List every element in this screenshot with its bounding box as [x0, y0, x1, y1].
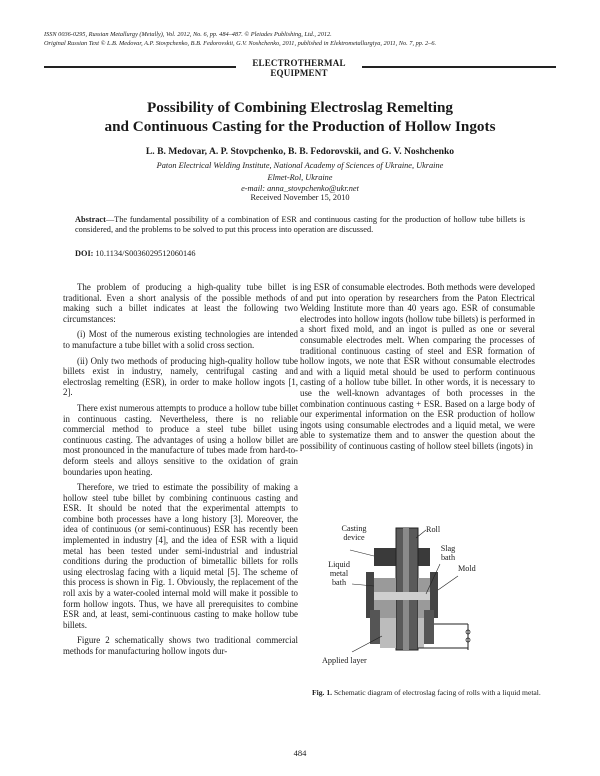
- journal-citation-line: ISSN 0036-0295, Russian Metallurgy (Metally), Vol. 2012, No. 6, pp. 484–487. © Pleiades Publishing, Ltd., 2012.: [44, 31, 332, 38]
- applied-layer-left: [380, 618, 396, 648]
- figure-caption-text: Schematic diagram of electroslag facing of rolls with a liquid metal.: [333, 688, 541, 697]
- affiliation-1: Paton Electrical Welding Institute, National Academy of Sciences of Ukraine, Ukraine: [156, 161, 444, 170]
- paper-title: [40, 98, 560, 136]
- paragraph: (ii) Only two methods of producing high-quality hollow tube billets exist in industry, namely, centrifugal casting and electroslag remelting (ESR), in order to make hollow ingots [1, 2].: [63, 355, 298, 398]
- body-column-left: [63, 282, 298, 657]
- paragraph: There exist numerous attempts to produce a hollow tube billet in continuous casting. Nevertheless, there is no reliable commercial method to produce a steel tube billet using continuous casting. The advantages of using a hollow billet are most pronounced in the manufacture of tubes made from hard-to-deform steels and alloys sensitive to the oxidation of grain boundaries upon heating.: [63, 402, 298, 477]
- label-casting-device: Casting device: [341, 524, 367, 542]
- roll-highlight: [403, 528, 409, 650]
- paper-title-line1: Possibility of Combining Electroslag Remelting: [147, 99, 453, 116]
- label-liquid-metal-bath: Liquid metal bath: [328, 560, 350, 587]
- section-heading-line2: EQUIPMENT: [270, 68, 328, 78]
- paragraph: ing ESR of consumable electrodes. Both methods were developed and put into operation by researchers from the Paton Electrical Welding Institute more than 40 years ago. ESR of consumable electrodes into hollow ingots (hollow tube billets) is performed in a short fixed mold, and an ingot is pulled as one or several consumable electrodes melt. When comparing the processes of traditional continuous casting of steel and ESR formation of hollow ingots, we note that ESR without consumable electrodes and with a liquid metal should be used to perform continuous casting of a hollow tube billet. In other words, it is necessary to use the well-known advantages of both processes in the combination continuous casting + ESR. Based on a large body of our experimental information on the ESR production of hollow ingots using consumable electrodes and a liquid metal, we were able to systematize them and to answer the question about the possibility of continuous casting of hollow steel billets (ingots) in: [300, 282, 535, 451]
- leader-casting-device: [350, 550, 374, 556]
- section-rule-right: [362, 66, 556, 68]
- mold-left: [370, 610, 380, 644]
- section-heading-line1: ELECTROTHERMAL: [252, 58, 346, 68]
- figure-1: [308, 520, 528, 670]
- label-slag-bath: Slag bath: [440, 544, 456, 562]
- authors: L. B. Medovar, A. P. Stovpchenko, B. B. Fedorovskii, and G. V. Noshchenko: [145, 146, 455, 157]
- label-applied-layer: Applied layer: [322, 656, 367, 665]
- doi-value[interactable]: 10.1134/S0036029512060146: [95, 249, 196, 258]
- section-heading: [243, 58, 355, 78]
- figure-caption: [312, 688, 542, 698]
- figure-caption-label: Fig. 1.: [312, 688, 333, 697]
- abstract: [75, 215, 525, 235]
- page-number: 484: [293, 748, 307, 758]
- author-email: e-mail: anna_stovpchenko@ukr.net: [241, 184, 359, 193]
- esr-facing-diagram: [308, 520, 528, 670]
- abstract-label: Abstract: [75, 215, 106, 224]
- paragraph: Therefore, we tried to estimate the possibility of making a hollow steel tube billet by combining continuous casting and ESR. It should be noted that the experimental attempts to combine both processes have a long history [3]. Moreover, the idea of continuous (or semi-continuous) ESR has recently been implemented in industry [4], and the idea of ESR with a liquid metal has been tested under semi-industrial and industrial conditions during the production of bimetallic billets for rolls using electroslag facing with a liquid metal [5]. The scheme of this process is shown in Fig. 1. Obviously, the replacement of the roll axis by a water-cooled internal mold will make it possible to form hollow ingots. Thus, we have all prerequisites to combine ESR and, at least, semi-continuous casting to make hollow tube billets.: [63, 482, 298, 630]
- applied-layer-right: [418, 618, 424, 648]
- abstract-text: —The fundamental possibility of a combination of ESR and continuous casting for the production of hollow tube billets is considered, and the problems to be solved to put this process into operation are discussed.: [75, 215, 525, 234]
- body-column-right: [300, 282, 535, 452]
- label-mold: Mold: [458, 564, 476, 573]
- affiliation-2: Elmet-Rol, Ukraine: [267, 173, 333, 182]
- original-text-line: Original Russian Text © L.B. Medovar, A.P. Stovpchenko, B.B. Fedorovskii, G.V. Noshchenko, 2011, published in Elektrometallurgiya, 2011, No. 7, pp. 2–6.: [44, 40, 437, 47]
- section-rule-left: [44, 66, 236, 68]
- doi-label: DOI:: [75, 249, 94, 258]
- slag-bath-shape: [374, 592, 430, 600]
- paragraph: (i) Most of the numerous existing technologies are intended to manufacture a tube billet with a solid cross section.: [63, 329, 298, 350]
- paragraph: The problem of producing a high-quality tube billet is traditional. Even a short analysis of the possible methods of making such a billet indicates at least the following two circumstances:: [63, 282, 298, 324]
- doi: [75, 249, 195, 258]
- paper-title-line2: and Continuous Casting for the Production of Hollow Ingots: [104, 118, 496, 135]
- label-roll: Roll: [426, 525, 441, 534]
- mold-right: [424, 610, 434, 644]
- paragraph: Figure 2 schematically shows two traditional commercial methods for manufacturing hollow ingots dur-: [63, 635, 298, 656]
- leader-mold: [438, 576, 458, 590]
- received-date: Received November 15, 2010: [250, 193, 350, 202]
